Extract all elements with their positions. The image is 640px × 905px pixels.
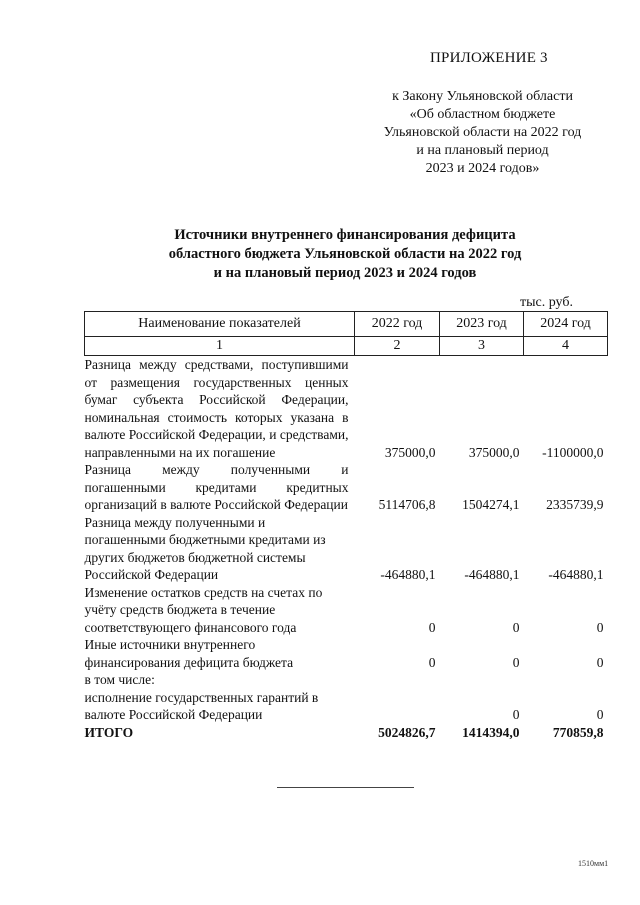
total-2024: 770859,8 bbox=[552, 724, 604, 740]
table-header-row bbox=[85, 312, 608, 337]
value-2024: 0 bbox=[596, 654, 604, 670]
value-2022: 375000,0 bbox=[384, 444, 436, 460]
row-name: Изменение остатков средств на счетах по учёту средств бюджета в течение соответствующего финансового года bbox=[84, 584, 323, 635]
column-number-row bbox=[85, 337, 608, 356]
table-row bbox=[85, 584, 608, 637]
total-row bbox=[85, 724, 608, 742]
row-name: Разница между полученными и погашенными кредитами кредитных организаций в валюте Российской Федерации bbox=[84, 462, 349, 512]
total-2023: 1414394,0 bbox=[462, 724, 520, 740]
appendix-line: «Об областном бюджете bbox=[409, 107, 556, 122]
value-2023: 0 bbox=[512, 707, 520, 722]
footer-code: 1510мм1 bbox=[578, 859, 609, 868]
table-row bbox=[85, 689, 608, 724]
header-cell-name: Наименование показателей bbox=[85, 312, 355, 337]
table-row bbox=[85, 514, 608, 584]
value-2023: 375000,0 bbox=[468, 444, 520, 460]
title-line: и на плановый период 2023 и 2024 годов bbox=[213, 265, 477, 281]
unit-label: тыс. руб. bbox=[520, 295, 573, 310]
value-2024 bbox=[524, 671, 608, 689]
table-row bbox=[85, 636, 608, 671]
value-2022: 5114706,8 bbox=[378, 497, 436, 512]
appendix-title: ПРИЛОЖЕНИЕ 3 bbox=[430, 50, 548, 66]
value-2024: -1100000,0 bbox=[542, 444, 604, 460]
value-2023: 1504274,1 bbox=[462, 497, 520, 512]
header-cell-2022: 2022 год bbox=[355, 312, 440, 337]
value-2023: 0 bbox=[512, 654, 520, 670]
value-2022: 0 bbox=[428, 654, 436, 670]
table-row bbox=[85, 461, 608, 514]
value-2024: 0 bbox=[596, 707, 604, 722]
header-cell-2023: 2023 год bbox=[440, 312, 524, 337]
title-line: областного бюджета Ульяновской области на 2022 год bbox=[168, 246, 522, 262]
value-2022 bbox=[355, 689, 440, 724]
column-number: 1 bbox=[85, 337, 355, 356]
column-number: 2 bbox=[355, 337, 440, 356]
title-line: Источники внутреннего финансирования дефицита bbox=[174, 227, 516, 243]
appendix-line: к Закону Ульяновской области bbox=[392, 89, 573, 104]
table-row bbox=[85, 356, 608, 462]
row-name: Разница между средствами, поступившими от размещения государственных ценных бумаг субъекта Российской Федерации, номинальная стоимость которых указана в валюте Российской Федерации, и средствами, направленными на их погашение bbox=[84, 357, 349, 460]
column-number: 4 bbox=[524, 337, 608, 356]
financing-table bbox=[84, 311, 608, 741]
total-2022: 5024826,7 bbox=[378, 724, 436, 740]
value-2023: -464880,1 bbox=[464, 567, 520, 582]
closing-rule bbox=[277, 787, 414, 788]
row-name: в том числе: bbox=[84, 672, 155, 687]
row-name: Разница между полученными и погашенными бюджетными кредитами из других бюджетов бюджетной системы Российской Федерации bbox=[84, 514, 326, 582]
appendix-line: 2023 и 2024 годов» bbox=[425, 161, 540, 176]
value-2023 bbox=[440, 671, 524, 689]
table-row bbox=[85, 671, 608, 689]
header-cell-2024: 2024 год bbox=[524, 312, 608, 337]
row-name: Иные источники внутреннего финансирования дефицита бюджета bbox=[84, 637, 294, 670]
value-2024: 2335739,9 bbox=[546, 497, 604, 512]
appendix-line: Ульяновской области на 2022 год bbox=[383, 125, 582, 140]
appendix-line: и на плановый период bbox=[416, 143, 549, 158]
value-2024: 0 bbox=[596, 619, 604, 635]
appendix-reference bbox=[360, 88, 605, 178]
row-name: исполнение государственных гарантий в валюте Российской Федерации bbox=[84, 689, 319, 722]
column-number: 3 bbox=[440, 337, 524, 356]
value-2023: 0 bbox=[512, 619, 520, 635]
value-2024: -464880,1 bbox=[548, 567, 604, 582]
document-title bbox=[90, 226, 600, 283]
value-2022: 0 bbox=[428, 619, 436, 635]
value-2022: -464880,1 bbox=[380, 567, 436, 582]
total-label: ИТОГО bbox=[84, 724, 134, 740]
value-2022 bbox=[355, 671, 440, 689]
